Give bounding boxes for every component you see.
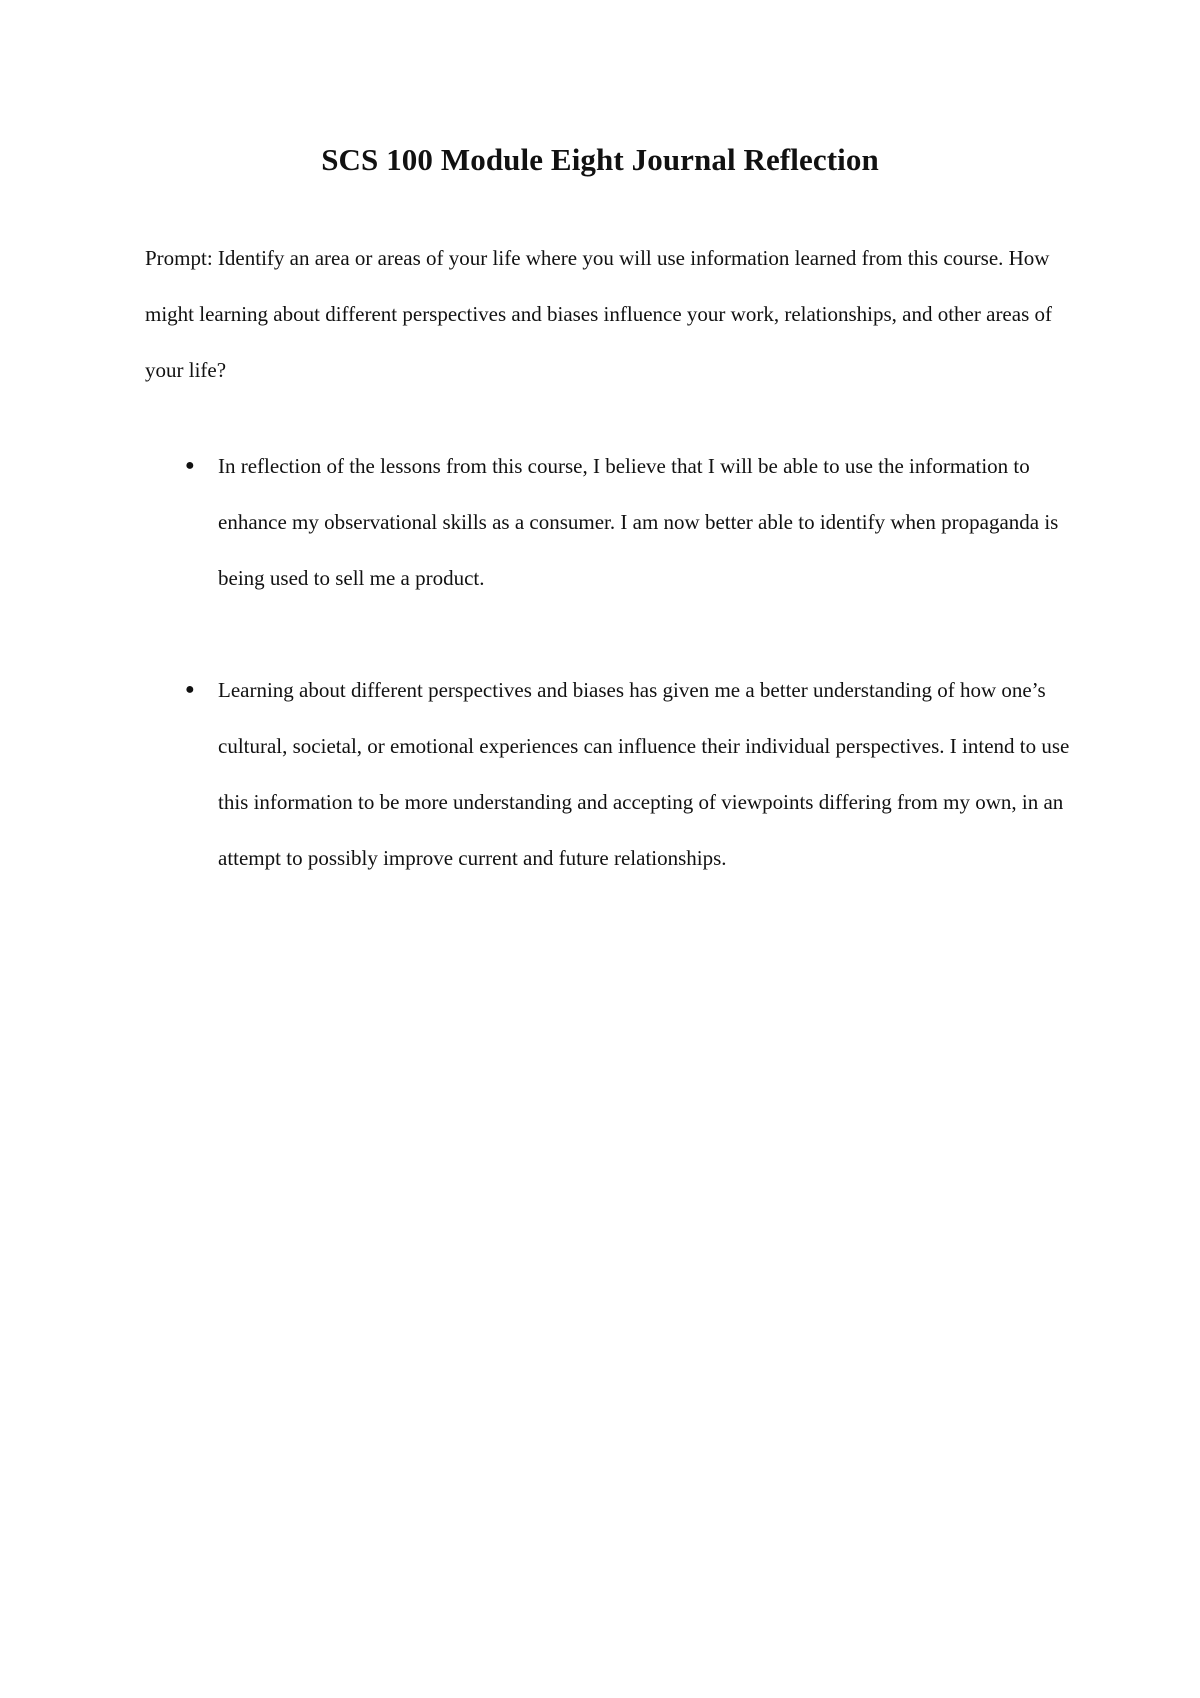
response-item-2 xyxy=(145,662,1070,886)
bullet-icon: ● xyxy=(185,681,195,698)
response-text-2: Learning about different perspectives and biases has given me a better understanding of how one’s cultural, societal, or emotional experiences can influence their individual perspectives. I intend to use this information to be more understanding and accepting of viewpoints differing from my own, in an attempt to possibly improve current and future relationships. xyxy=(218,678,1070,870)
response-text-1: In reflection of the lessons from this course, I believe that I will be able to use the information to enhance my observational skills as a consumer. I am now better able to identify when propaganda is being used to sell me a product. xyxy=(218,454,1059,590)
response-list-1 xyxy=(145,438,1070,606)
bullet-icon: ● xyxy=(185,457,195,474)
response-item-1 xyxy=(145,438,1070,606)
prompt-paragraph: Prompt: Identify an area or areas of your life where you will use information learned from this course. How might learning about different perspectives and biases influence your work, relationships, and other areas of your life? xyxy=(145,246,1052,382)
document-title: SCS 100 Module Eight Journal Reflection xyxy=(321,142,879,177)
response-list-2 xyxy=(145,662,1070,886)
